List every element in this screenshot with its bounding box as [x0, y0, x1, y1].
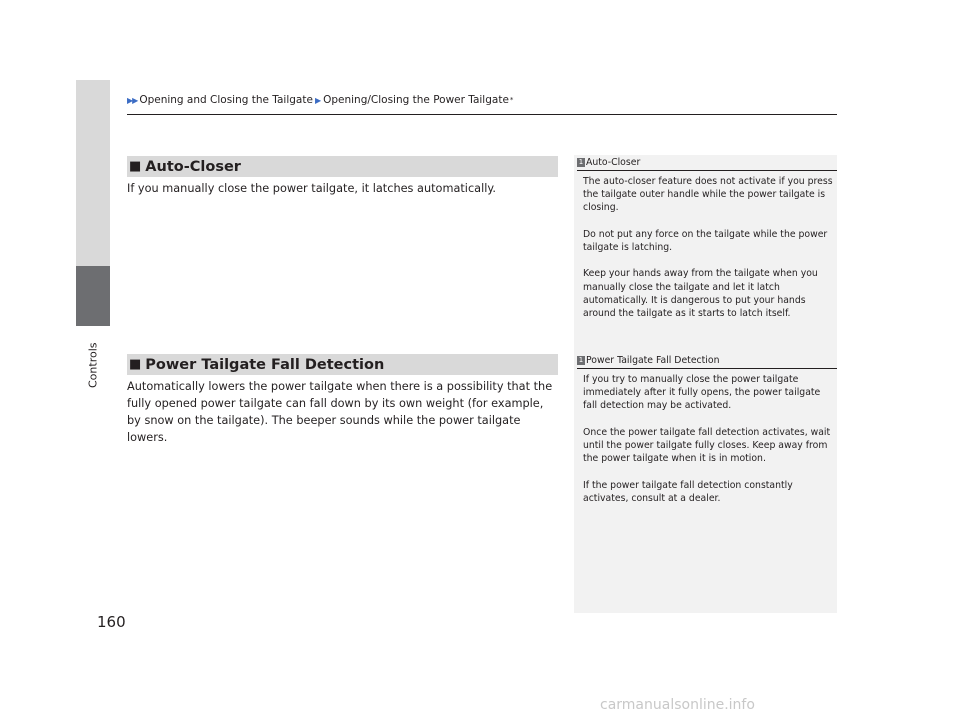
- arrow-icon: ▶: [314, 95, 322, 105]
- sidebar-tab: [76, 80, 110, 266]
- note-paragraph: Do not put any force on the tailgate while the power tailgate is latching.: [583, 228, 828, 253]
- note-paragraph: Keep your hands away from the tailgate when you manually close the tailgate and let it latch automatically. It is dangerous to put your hands around the tailgate as it starts to latch itself.: [583, 268, 818, 319]
- breadcrumb-item[interactable]: Opening and Closing the Tailgate: [139, 94, 313, 106]
- watermark: carmanualsonline.info: [600, 697, 755, 713]
- note-paragraph: If the power tailgate fall detection constantly activates, consult at a dealer.: [583, 479, 793, 504]
- note-number-icon: 1: [578, 356, 584, 364]
- page-number: 160: [97, 613, 126, 631]
- square-bullet-icon: ■: [129, 159, 142, 174]
- sidebar-chapter-label: Controls: [86, 342, 100, 388]
- note-body: [583, 175, 833, 333]
- header-divider: [127, 114, 837, 115]
- note-paragraph: If you try to manually close the power tailgate immediately after it fully opens, the power tailgate fall detection may be activated.: [583, 374, 821, 412]
- section-heading-text: Auto-Closer: [145, 158, 241, 175]
- section-heading: [127, 354, 558, 375]
- note-number-icon: 1: [578, 158, 584, 166]
- breadcrumb-item[interactable]: Opening/Closing the Power Tailgate: [323, 94, 509, 106]
- note-body: [583, 373, 833, 518]
- note-paragraph: The auto-closer feature does not activate if you press the tailgate outer handle while the power tailgate is closing.: [583, 176, 833, 214]
- note-divider: [577, 368, 837, 369]
- double-arrow-icon: ▶▶: [127, 95, 138, 105]
- section-heading: [127, 156, 558, 177]
- note-paragraph: Once the power tailgate fall detection activates, wait until the power tailgate fully closes. Keep away from the power tailgate when it is in motion.: [583, 426, 831, 465]
- section-heading-text: Power Tailgate Fall Detection: [145, 356, 385, 373]
- square-bullet-icon: ■: [129, 357, 142, 372]
- note-divider: [577, 170, 837, 171]
- section-body: If you manually close the power tailgate, it latches automatically.: [127, 182, 497, 195]
- breadcrumb-marker: *: [509, 96, 514, 104]
- section-body: Automatically lowers the power tailgate when there is a possibility that the fully opened power tailgate can fall down by its own weight (for example, by snow on the tailgate). The beeper sounds while the power tailgate lowers.: [127, 380, 553, 444]
- breadcrumb: [127, 94, 513, 106]
- sidebar-tab-active: [76, 266, 110, 326]
- note-title: [577, 355, 719, 366]
- note-title-text: Power Tailgate Fall Detection: [586, 355, 720, 366]
- note-title-text: Auto-Closer: [586, 157, 641, 168]
- note-title: [577, 157, 640, 168]
